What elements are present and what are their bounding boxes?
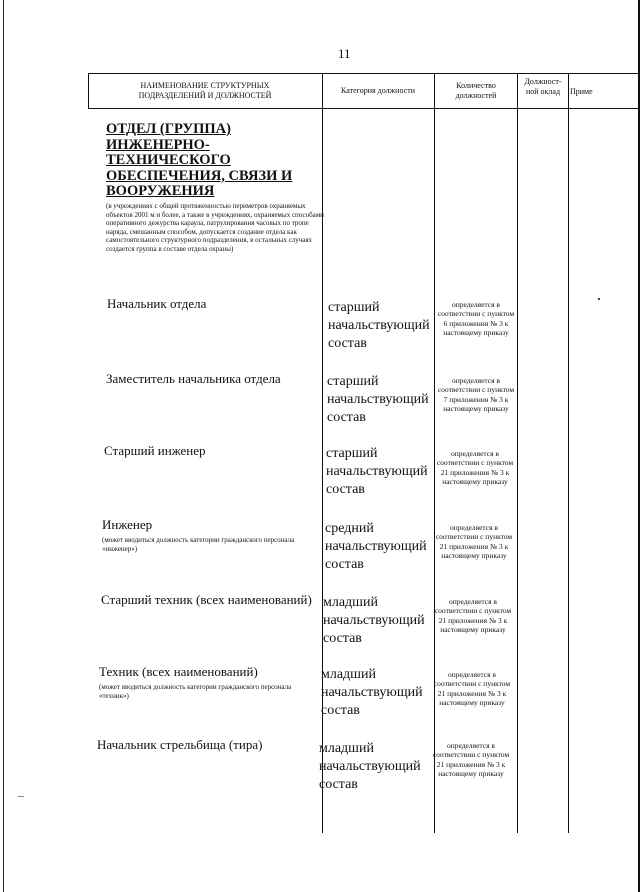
table-top-border bbox=[88, 73, 640, 74]
position-quantity: определяется в соответствии с пунктом 21 приложения № 3 к настоящему приказу bbox=[434, 597, 512, 635]
position-quantity: определяется в соответствии с пунктом 21 приложения № 3 к настоящему приказу bbox=[436, 449, 514, 487]
department-title: ОТДЕЛ (ГРУППА) ИНЖЕНЕРНО-ТЕХНИЧЕСКОГО ОБЕСПЕЧЕНИЯ, СВЯЗИ И ВООРУЖЕНИЯ bbox=[106, 121, 293, 199]
position-title: Старший инженер bbox=[104, 443, 206, 458]
column-divider-3 bbox=[517, 73, 518, 833]
position-category: младший начальствующий состав bbox=[319, 741, 421, 792]
position-title: Заместитель начальника отдела bbox=[106, 371, 281, 386]
position-quantity: определяется в соответствии с пунктом 21 приложения № 3 к настоящему приказу bbox=[433, 670, 511, 708]
position-category: младший начальствующий состав bbox=[323, 595, 425, 646]
position-note: (может вводиться должность категории гражданского персонала «техник») bbox=[99, 683, 292, 700]
position-name bbox=[107, 296, 327, 312]
position-name bbox=[106, 371, 326, 387]
position-category: старший начальствующий состав bbox=[326, 446, 428, 497]
position-category: средний начальствующий состав bbox=[325, 521, 427, 572]
position-title: Начальник отдела bbox=[107, 296, 207, 311]
table-left-border bbox=[88, 73, 89, 109]
position-category: старший начальствующий состав bbox=[327, 374, 429, 425]
position-quantity: определяется в соответствии с пунктом 21 приложения № 3 к настоящему приказу bbox=[432, 741, 510, 779]
page-left-edge bbox=[3, 0, 4, 892]
position-name bbox=[99, 664, 319, 700]
position-name bbox=[97, 737, 317, 753]
position-title: Старший техник (всех наименований) bbox=[101, 592, 312, 607]
position-quantity: определяется в соответствии с пунктом 21 приложения № 3 к настоящему приказу bbox=[435, 523, 513, 561]
position-name bbox=[102, 517, 322, 553]
position-category: младший начальствующий состав bbox=[321, 667, 423, 718]
department-note: (в учреждениях с общей протяженностью периметров охраняемых объектов 2001 м и более, а также в учреждениях, охраняемых способами оперативного дежурства караула, патрулирования часовых по тропе наряда, смешанным способом, допускается создание отдела как самостоятельного структурного подразделения, в остальных случаях создается группа в составе отдела охраны) bbox=[106, 202, 324, 253]
position-title: Техник (всех наименований) bbox=[99, 664, 258, 679]
position-quantity: определяется в соответствии с пунктом 7 приложения № 3 к настоящему приказу bbox=[437, 376, 515, 414]
header-col-name: НАИМЕНОВАНИЕ СТРУКТУРНЫХ ПОДРАЗДЕЛЕНИЙ И ДОЛЖНОСТЕЙ bbox=[138, 81, 272, 100]
scan-mark bbox=[18, 796, 24, 797]
scan-dot bbox=[598, 298, 600, 300]
position-name bbox=[101, 592, 321, 608]
position-title: Начальник стрельбища (тира) bbox=[97, 737, 263, 752]
header-bottom-border bbox=[88, 108, 640, 109]
position-quantity: определяется в соответствии с пунктом 6 приложения № 3 к настоящему приказу bbox=[437, 300, 515, 338]
position-title: Инженер bbox=[102, 517, 153, 532]
header-col-qty: Количество должностей bbox=[455, 81, 497, 100]
column-divider-4 bbox=[568, 73, 569, 833]
page-number: 11 bbox=[338, 46, 351, 61]
position-name bbox=[104, 443, 324, 459]
position-note: (может вводиться должность категории гражданского персонала «инженер») bbox=[102, 536, 295, 553]
header-col-category: Категория должности bbox=[341, 86, 415, 95]
header-col-salary: Должност-ной оклад bbox=[524, 77, 562, 96]
header-col-note: Приме bbox=[570, 87, 593, 96]
position-category: старший начальствующий состав bbox=[328, 300, 430, 351]
